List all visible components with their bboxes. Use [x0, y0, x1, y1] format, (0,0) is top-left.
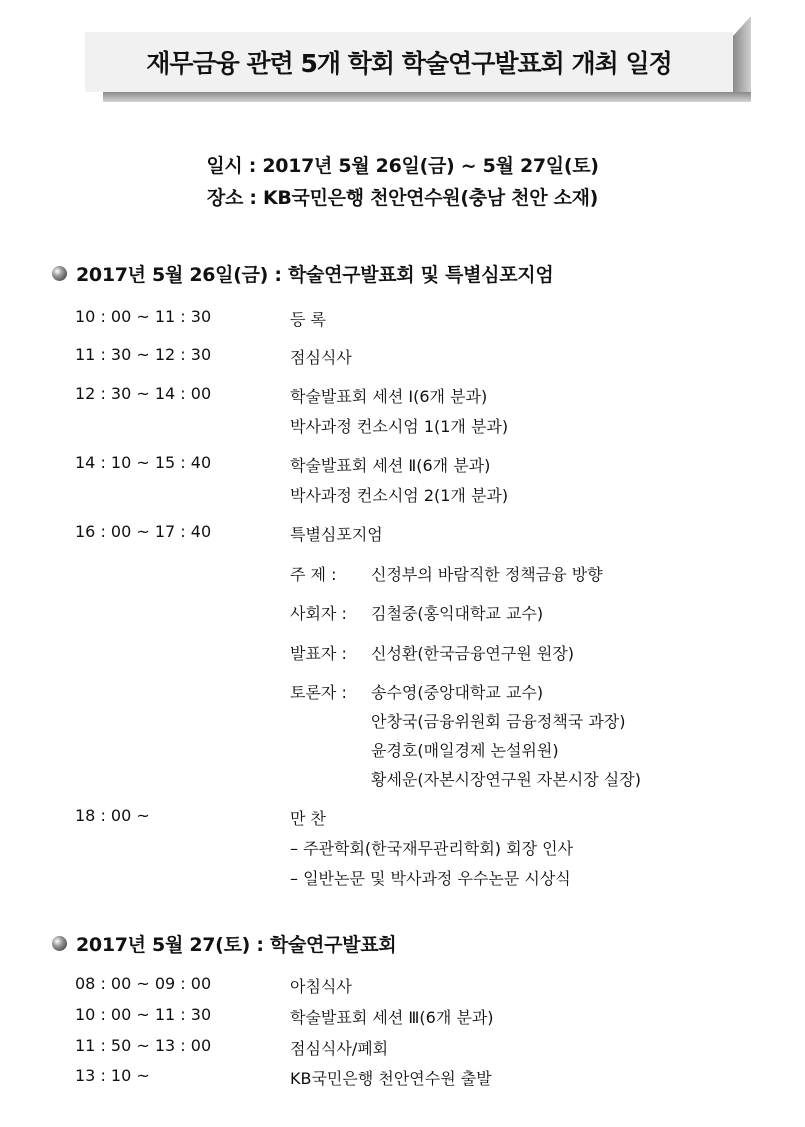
dinner-item: – 일반논문 및 박사과정 우수논문 시상식 — [290, 869, 571, 888]
title-shadow-right — [733, 16, 751, 102]
schedule-time: 08 : 00 ~ 09 : 00 — [75, 974, 212, 993]
schedule-time: 18 : 00 ~ — [75, 806, 150, 825]
schedule-desc: 박사과정 컨소시엄 2(1개 분과) — [290, 486, 509, 505]
day1-heading — [52, 260, 553, 287]
day2-heading — [52, 930, 396, 957]
symposium-discussant: 황세운(자본시장연구원 자본시장 실장) — [371, 770, 641, 789]
title-shadow-bottom — [103, 92, 751, 102]
symposium-label-discussants: 토론자 : — [290, 683, 347, 702]
page-title: 재무금융 관련 5개 학회 학술연구발표회 개최 일정 — [146, 49, 672, 78]
schedule-time: 14 : 10 ~ 15 : 40 — [75, 453, 212, 472]
schedule-time: 12 : 30 ~ 14 : 00 — [75, 384, 212, 403]
schedule-desc: 아침식사 — [290, 977, 352, 996]
schedule-time: 16 : 00 ~ 17 : 40 — [75, 522, 212, 541]
bullet-icon — [52, 266, 67, 281]
event-date: 일시 : 2017년 5월 26일(금) ~ 5월 27일(토) — [206, 155, 599, 177]
schedule-desc: 박사과정 컨소시엄 1(1개 분과) — [290, 417, 509, 436]
symposium-discussant: 송수영(중앙대학교 교수) — [371, 683, 544, 702]
dinner-item: – 주관학회(한국재무관리학회) 회장 인사 — [290, 839, 574, 858]
schedule-desc: 특별심포지엄 — [290, 525, 383, 544]
schedule-time: 11 : 50 ~ 13 : 00 — [75, 1036, 212, 1055]
schedule-desc: 등 록 — [290, 310, 326, 329]
schedule-time: 11 : 30 ~ 12 : 30 — [75, 345, 212, 364]
symposium-topic: 신정부의 바람직한 정책금융 방향 — [371, 565, 603, 584]
dinner-title: 만 찬 — [290, 809, 326, 828]
schedule-desc: 학술발표회 세션 Ⅱ(6개 분과) — [290, 456, 491, 475]
schedule-desc: 점심식사 — [290, 348, 352, 367]
bullet-icon — [52, 936, 67, 951]
schedule-time: 10 : 00 ~ 11 : 30 — [75, 307, 212, 326]
symposium-label-presenter: 발표자 : — [290, 644, 347, 663]
day1-heading-text: 2017년 5월 26일(금) : 학술연구발표회 및 특별심포지엄 — [76, 264, 554, 286]
schedule-desc: KB국민은행 천안연수원 출발 — [290, 1069, 492, 1088]
symposium-moderator: 김철중(홍익대학교 교수) — [371, 604, 544, 623]
day2-heading-text: 2017년 5월 27(토) : 학술연구발표회 — [76, 934, 397, 956]
symposium-discussant: 안창국(금융위원회 금융정책국 과장) — [371, 712, 626, 731]
title-banner — [85, 12, 765, 104]
schedule-desc: 학술발표회 세션 Ⅲ(6개 분과) — [290, 1008, 494, 1027]
symposium-discussant: 윤경호(매일경제 논설위원) — [371, 741, 559, 760]
schedule-desc: 학술발표회 세션 Ⅰ(6개 분과) — [290, 387, 488, 406]
symposium-presenter: 신성환(한국금융연구원 원장) — [371, 644, 575, 663]
schedule-desc: 점심식사/폐회 — [290, 1039, 389, 1058]
symposium-label-moderator: 사회자 : — [290, 604, 347, 623]
symposium-label-topic: 주 제 : — [290, 565, 337, 584]
schedule-time: 10 : 00 ~ 11 : 30 — [75, 1005, 212, 1024]
schedule-time: 13 : 10 ~ — [75, 1066, 150, 1085]
event-place: 장소 : KB국민은행 천안연수원(충남 천안 소재) — [206, 187, 599, 209]
title-box — [85, 32, 733, 92]
